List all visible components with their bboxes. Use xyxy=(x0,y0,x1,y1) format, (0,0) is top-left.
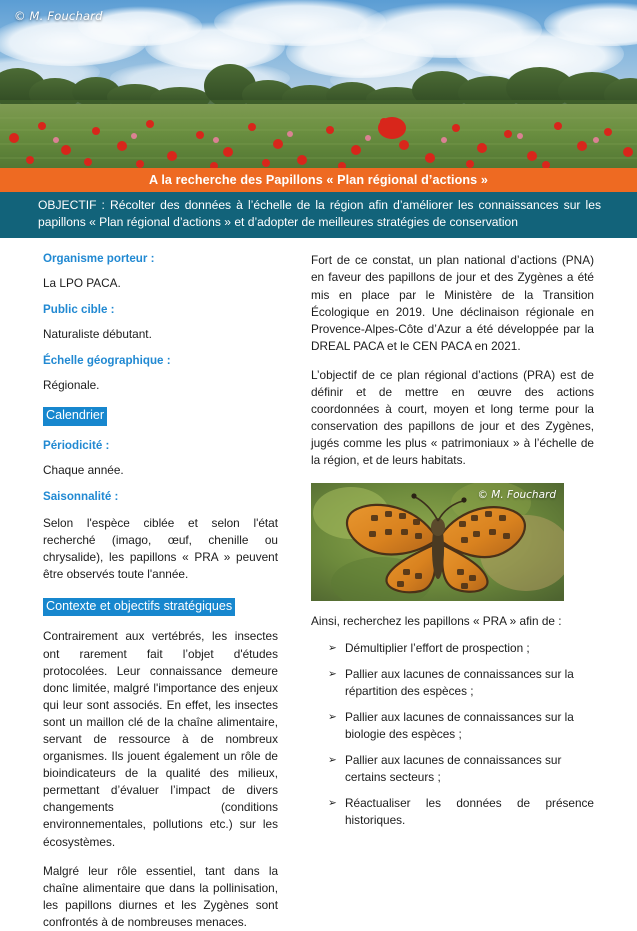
list-item-label: Pallier aux lacunes de connaissances sur la répartition des espèces ; xyxy=(345,666,574,698)
list-item xyxy=(311,640,594,657)
arrow-bullet-icon: ➢ xyxy=(328,710,337,723)
page-title: A la recherche des Papillons « Plan régional d’actions » xyxy=(149,173,488,187)
title-bar xyxy=(0,168,637,192)
objective-bar xyxy=(0,192,637,238)
arrow-bullet-icon: ➢ xyxy=(328,754,337,767)
field-label-echelle: Échelle géographique : xyxy=(43,354,171,368)
right-paragraph-1: Fort de ce constat, un plan national d’actions (PNA) en faveur des papillons de jour et des Zygènes a été mis en place par le Ministère de la Transition Écologique en 2019. Une déclinaison régionale en Provence-Alpes-Côte d’Azur a été développée par la DREAL PACA et le CEN PACA en 2021. xyxy=(311,253,594,353)
field-value-public-cible: Naturaliste débutant. xyxy=(43,327,152,342)
list-item xyxy=(311,752,594,786)
field-label-organisme: Organisme porteur : xyxy=(43,252,155,266)
poppy-field-landscape-photo xyxy=(0,0,637,168)
list-item-label: Réactualiser les données de présence historiques. xyxy=(345,796,594,828)
list-intro-text: Ainsi, recherchez les papillons « PRA » afin de : xyxy=(311,614,562,629)
right-paragraph-2: L’objectif de ce plan régional d’actions (PRA) est de définir et de mettre en œuvre des actions coordonnées à court, moyen et long terme pour la conservation des papillons de jour et des Zygènes, jugés comme les plus « patrimoniaux » à l’échelle de la région, et de leurs habitats. xyxy=(311,367,594,468)
objectives-list xyxy=(311,640,594,830)
butterfly-photo-credit: © M. Fouchard xyxy=(477,489,556,502)
list-item-label: Pallier aux lacunes de connaissances sur la biologie des espèces ; xyxy=(345,709,574,741)
hero-banner xyxy=(0,0,637,168)
context-paragraph-1: Contrairement aux vertébrés, les insectes ont rarement fait l’objet d'études protocolées. Leur connaissance demeure donc limitée, malgré l'importance des enjeux qui leur sont associés. En effet, les insectes sont un maillon clé de la chaîne alimentaire, servant de ressource à de nombreux organismes. Ils jouent également un rôle de bioindicateurs de la qualité des milieux, permettant d’évaluer l’impact de divers changements (conditions environnementales, pollutions etc.) sur les écosystèmes. xyxy=(43,629,278,849)
field-label-periodicite: Périodicité : xyxy=(43,438,110,452)
list-item-label: Pallier aux lacunes de connaissances sur certains secteurs ; xyxy=(345,753,562,785)
field-value-echelle: Régionale. xyxy=(43,378,100,393)
field-label-public-cible: Public cible : xyxy=(43,303,115,317)
butterfly-figure xyxy=(311,483,564,601)
right-column xyxy=(300,252,637,931)
context-paragraph-2: Malgré leur rôle essentiel, tant dans la chaîne alimentaire que dans la pollinisation, les papillons diurnes et les Zygènes sont confrontés à de nombreuses menaces. xyxy=(43,863,278,929)
field-value-saisonnalite: Selon l'espèce ciblée et selon l'état recherché (imago, œuf, chenille ou chrysalide), les papillons « PRA » peuvent être observés toute l'année. xyxy=(43,515,278,581)
hero-photo-credit: © M. Fouchard xyxy=(14,9,103,23)
section-heading-contexte: Contexte et objectifs stratégiques xyxy=(43,598,235,616)
list-item xyxy=(311,709,594,743)
arrow-bullet-icon: ➢ xyxy=(328,641,337,654)
left-column xyxy=(0,252,300,931)
list-item-label: Démultiplier l’effort de prospection ; xyxy=(345,640,530,655)
list-item xyxy=(311,666,594,700)
field-value-organisme: La LPO PACA. xyxy=(43,276,121,291)
objective-text: OBJECTIF : Récolter des données à l’échelle de la région afin d’améliorer les connaissances sur les papillons « Plan régional d’actions » et d’adopter de meilleures stratégies de conservation xyxy=(38,198,601,230)
arrow-bullet-icon: ➢ xyxy=(328,797,337,810)
arrow-bullet-icon: ➢ xyxy=(328,667,337,680)
field-label-saisonnalite: Saisonnalité : xyxy=(43,489,119,503)
list-item xyxy=(311,795,594,829)
section-heading-calendrier: Calendrier xyxy=(43,407,107,425)
field-value-periodicite: Chaque année. xyxy=(43,462,124,477)
body-content xyxy=(0,238,637,931)
